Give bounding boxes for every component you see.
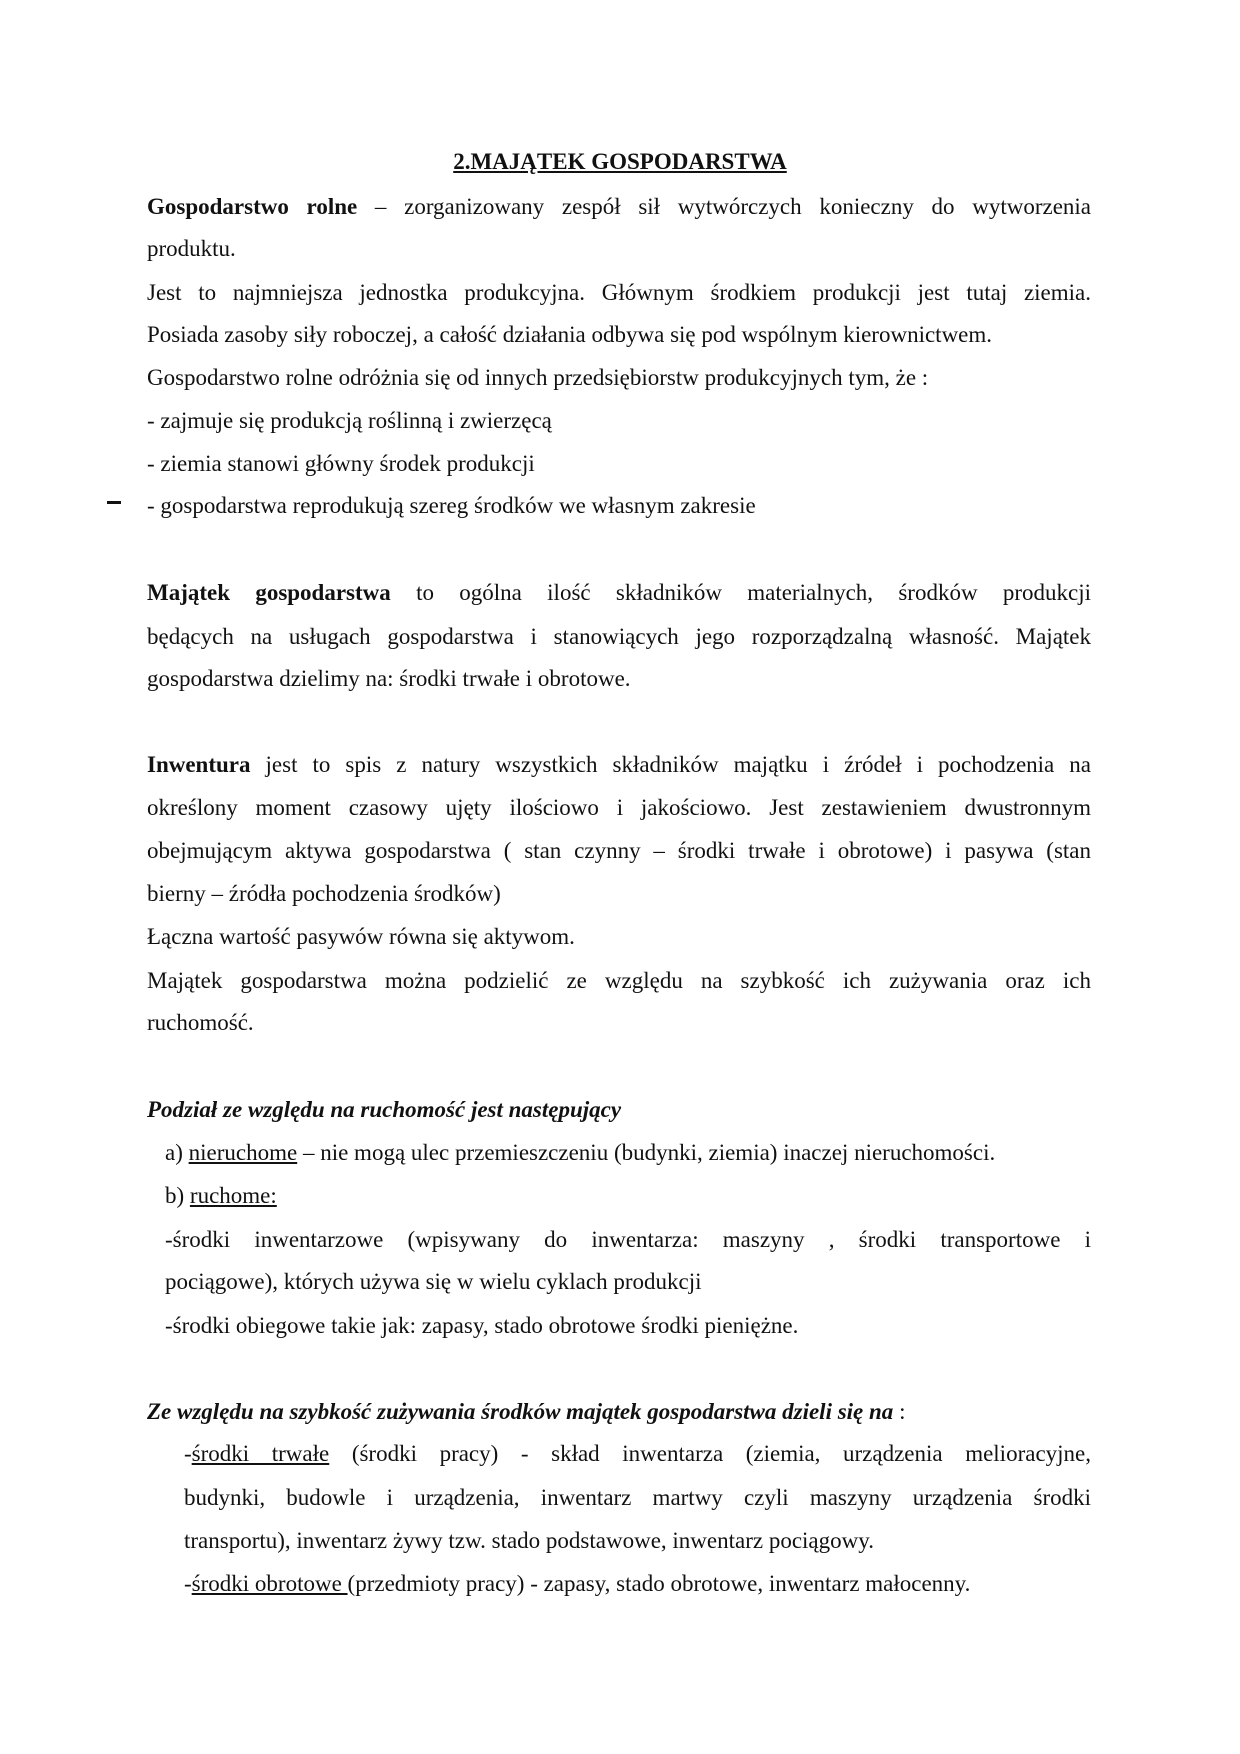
list-item <box>165 1138 995 1168</box>
text-line: Posiada zasoby siły roboczej, a całość działania odbywa się pod wspólnym kierownictwem. <box>147 322 993 347</box>
text: jest to spis z natury wszystkich składników majątku i źródeł i pochodzenia na <box>250 752 1091 777</box>
heading-text: Ze względu na szybkość zużywania środków majątek gospodarstwa dzieli się na <box>147 1399 894 1424</box>
list-item <box>165 1181 277 1211</box>
text-line: obejmującym aktywa gospodarstwa ( stan czynny – środki trwałe i obrotowe) i pasywa (stan <box>147 838 1091 863</box>
text-line: Majątek gospodarstwa można podzielić ze względu na szybkość ich zużywania oraz ich <box>147 968 1091 993</box>
text-line: Jest to najmniejsza jednostka produkcyjna. Głównym środkiem produkcji jest tutaj ziemia. <box>147 280 1091 305</box>
term-underlined: ruchome: <box>189 1183 277 1208</box>
term-bold: Inwentura <box>147 752 251 777</box>
stray-dash-mark <box>107 501 121 504</box>
text-line: Łączna wartość pasywów równa się aktywom. <box>147 924 575 949</box>
term-underlined: środki trwałe <box>191 1441 330 1466</box>
text: to ogólna ilość składników materialnych, środków produkcji <box>390 580 1091 605</box>
list-item <box>184 1569 970 1599</box>
term-underlined: środki obrotowe <box>191 1571 348 1596</box>
text: (przedmioty pracy) - zapasy, stado obrotowe, inwentarz małocenny. <box>347 1571 971 1596</box>
page-title: 2.MAJĄTEK GOSPODARSTWA <box>453 149 787 174</box>
text-line: -środki inwentarzowe (wpisywany do inwentarza: maszyny , środki transportowe i <box>165 1227 1091 1252</box>
text-line: Gospodarstwo rolne odróżnia się od innych przedsiębiorstw produkcyjnych tym, że : <box>147 365 929 390</box>
text-line: transportu), inwentarz żywy tzw. stado podstawowe, inwentarz pociągowy. <box>184 1528 874 1553</box>
definition-line <box>147 578 1091 608</box>
text-line: produktu. <box>147 236 236 261</box>
text: (środki pracy) - skład inwentarza (ziemia, urządzenia melioracyjne, <box>329 1441 1092 1466</box>
text: – zorganizowany zespół sił wytwórczych konieczny do wytworzenia <box>357 194 1091 219</box>
text-line: gospodarstwa dzielimy na: środki trwałe i obrotowe. <box>147 666 631 691</box>
list-item <box>184 1439 1091 1469</box>
text-line: pociągowe), których używa się w wielu cyklach produkcji <box>165 1269 702 1294</box>
text-line: ruchomość. <box>147 1010 254 1035</box>
list-item: - gospodarstwa reprodukują szereg środków we własnym zakresie <box>147 493 756 518</box>
text: - <box>184 1571 192 1596</box>
text: - <box>184 1441 192 1466</box>
text: : <box>893 1399 906 1424</box>
section-heading <box>147 1397 905 1427</box>
section-heading: Podział ze względu na ruchomość jest następujący <box>147 1097 622 1122</box>
text: b) <box>165 1183 190 1208</box>
text-line: bierny – źródła pochodzenia środków) <box>147 881 501 906</box>
term-bold: Gospodarstwo rolne <box>147 194 358 219</box>
list-item: - zajmuje się produkcją roślinną i zwierzęcą <box>147 408 552 433</box>
definition-line <box>147 750 1091 780</box>
text: a) <box>165 1140 189 1165</box>
definition-line <box>147 192 1091 222</box>
text-line: określony moment czasowy ujęty ilościowo i jakościowo. Jest zestawieniem dwustronnym <box>147 795 1091 820</box>
text-line: -środki obiegowe takie jak: zapasy, stado obrotowe środki pieniężne. <box>165 1313 799 1338</box>
text-line: budynki, budowle i urządzenia, inwentarz martwy czyli maszyny urządzenia środki <box>184 1485 1091 1510</box>
term-bold: Majątek gospodarstwa <box>147 580 391 605</box>
text-line: będących na usługach gospodarstwa i stanowiących jego rozporządzalną własność. Majątek <box>147 624 1091 649</box>
term-underlined: nieruchome <box>188 1140 298 1165</box>
list-item: - ziemia stanowi główny środek produkcji <box>147 451 535 476</box>
text: – nie mogą ulec przemieszczeniu (budynki, ziemia) inaczej nieruchomości. <box>297 1140 996 1165</box>
